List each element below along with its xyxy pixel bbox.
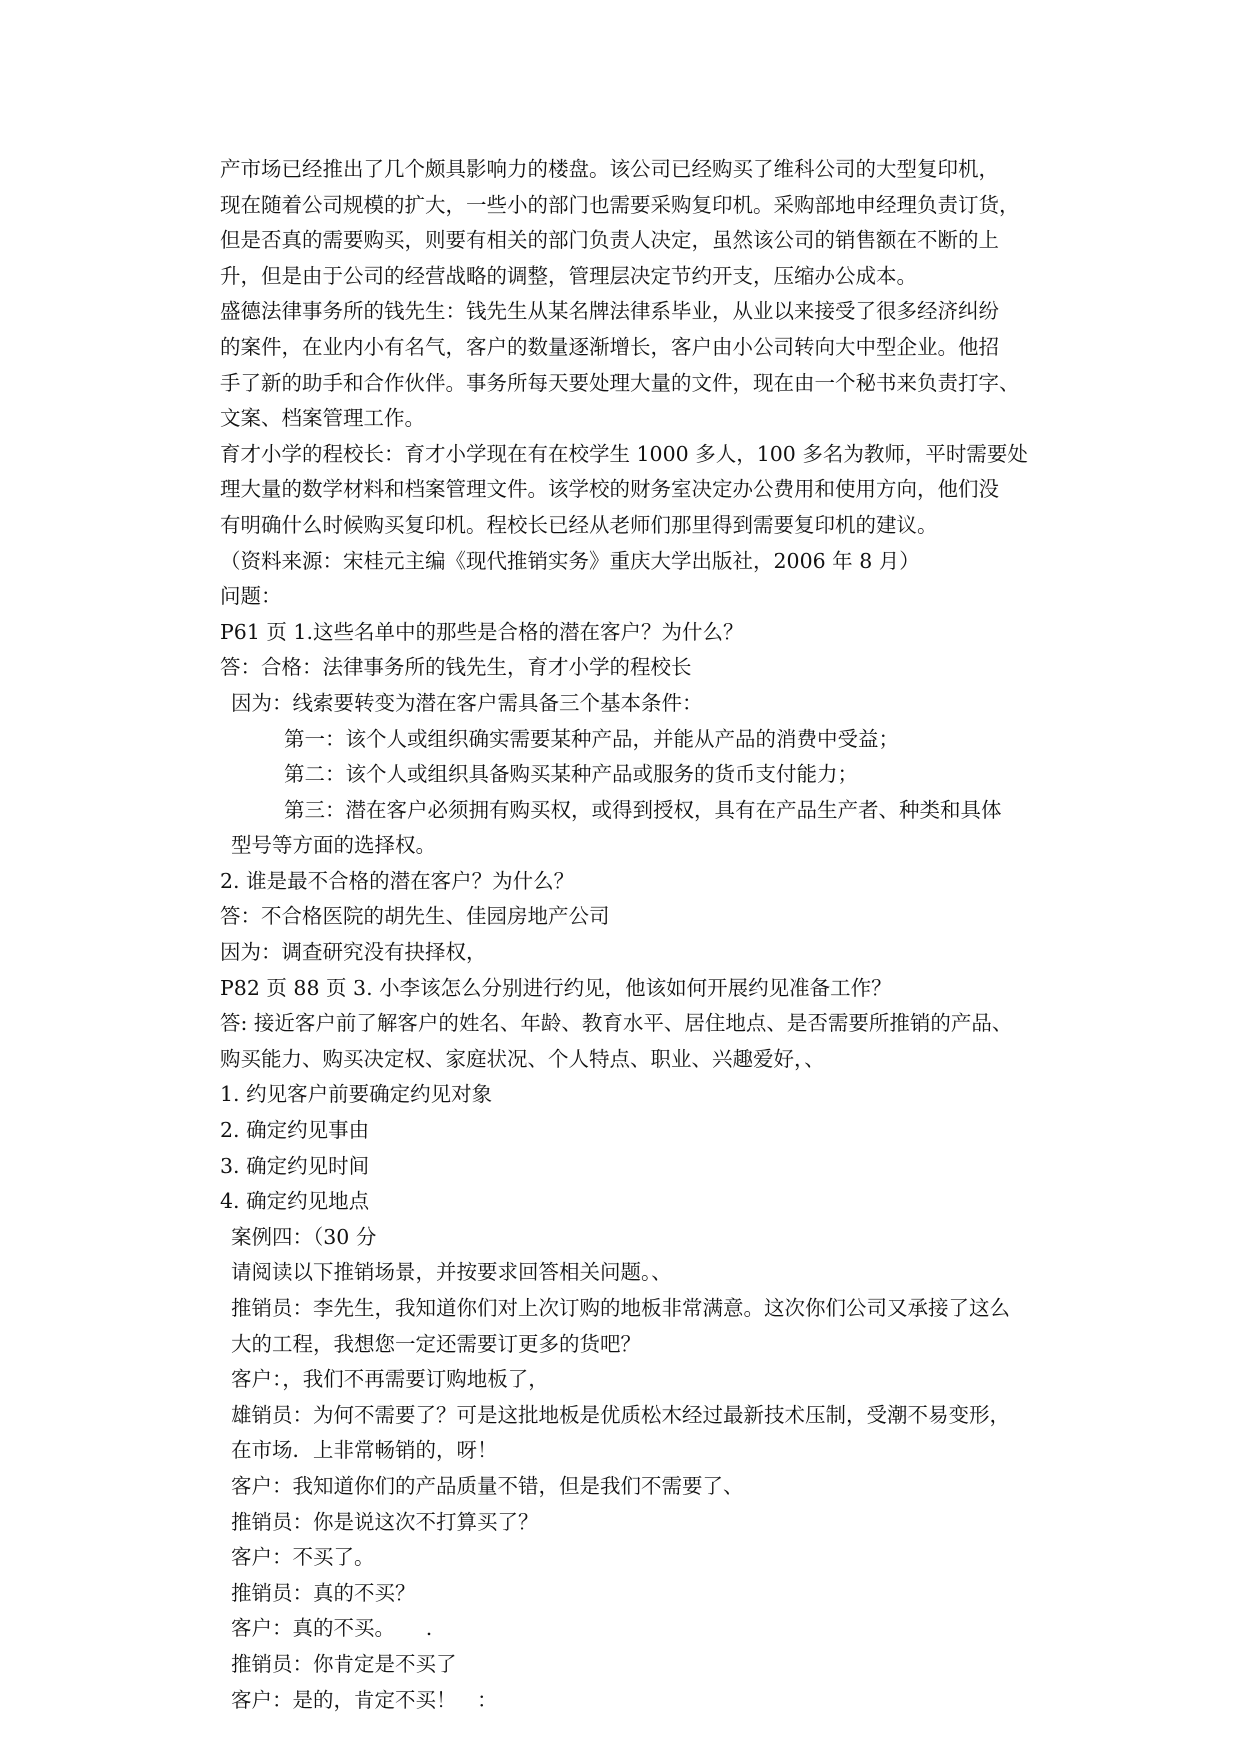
text-line: 客户：我知道你们的产品质量不错，但是我们不需要了、 bbox=[231, 1473, 744, 1498]
text-line: 雄销员：为何不需要了？可是这批地板是优质松木经过最新技术压制，受潮不易变形， bbox=[231, 1402, 1010, 1427]
text-line: 推销员：真的不买？ bbox=[231, 1580, 416, 1605]
document-body bbox=[220, 152, 1090, 1718]
text-line: 3. 确定约见时间 bbox=[220, 1153, 370, 1178]
text-line: P82 页 88 页 3. 小李该怎么分别进行约见，他该如何开展约见准备工作？ bbox=[220, 975, 892, 1000]
text-line: 推销员：你是说这次不打算买了？ bbox=[231, 1509, 539, 1534]
text-line: 2. 确定约见事由 bbox=[220, 1118, 370, 1143]
text-line: 客户：不买了。 bbox=[231, 1545, 375, 1570]
text-line: 答: 接近客户前了解客户的姓名、年龄、教育水平、居住地点、是否需要所推销的产品、 bbox=[220, 1011, 1013, 1036]
text-line: 文案、档案管理工作。 bbox=[220, 406, 425, 431]
text-line: 在市场．上非常畅销的，呀！ bbox=[231, 1438, 498, 1463]
text-line: 第三：潜在客户必须拥有购买权，或得到授权，具有在产品生产者、种类和具体 bbox=[284, 797, 1002, 822]
text-line: 推销员：你肯定是不买了 bbox=[231, 1651, 457, 1676]
text-line: 客户：，我们不再需要订购地板了， bbox=[231, 1367, 549, 1392]
text-line: 因为：线索要转变为潜在客户需具备三个基本条件： bbox=[231, 690, 703, 715]
text-line: 现在随着公司规模的扩大，一些小的部门也需要采购复印机。采购部地申经理负责订货， bbox=[220, 192, 1020, 217]
text-line: P61 页 1.这些名单中的那些是合格的潜在客户？为什么？ bbox=[220, 619, 744, 644]
text-line: 育才小学的程校长：育才小学现在有在校学生 1000 多人，100 多名为教师，平时需要处 bbox=[220, 441, 1028, 466]
text-line: 手了新的助手和合作伙伴。事务所每天要处理大量的文件，现在由一个秘书来负责打字、 bbox=[220, 370, 1020, 395]
text-line: 答：不合格医院的胡先生、佳园房地产公司 bbox=[220, 904, 610, 929]
text-line: 理大量的数学材料和档案管理文件。该学校的财务室决定办公费用和使用方向，他们没 bbox=[220, 477, 999, 502]
text-line: 产市场已经推出了几个颇具影响力的楼盘。该公司已经购买了维科公司的大型复印机， bbox=[220, 157, 999, 181]
text-line: 问题： bbox=[220, 584, 282, 609]
text-line: 答：合格：法律事务所的钱先生，育才小学的程校长 bbox=[220, 655, 692, 680]
text-line: 有明确什么时候购买复印机。程校长已经从老师们那里得到需要复印机的建议。 bbox=[220, 512, 938, 537]
text-line: 购买能力、购买决定权、家庭状况、个人特点、职业、兴趣爱好，、 bbox=[220, 1046, 825, 1071]
text-line: 第二：该个人或组织具备购买某种产品或服务的货币支付能力； bbox=[284, 762, 858, 787]
text-line: 客户：是的，肯定不买！ ： bbox=[231, 1687, 498, 1712]
text-line: 2. 谁是最不合格的潜在客户？为什么？ bbox=[220, 868, 575, 893]
text-line: （资料来源：宋桂元主编《现代推销实务》重庆大学出版社，2006 年 8 月） bbox=[220, 548, 920, 573]
text-line: 第一：该个人或组织确实需要某种产品，并能从产品的消费中受益； bbox=[284, 726, 899, 751]
text-line: 1. 约见客户前要确定约见对象 bbox=[220, 1082, 493, 1107]
text-line: 的案件，在业内小有名气，客户的数量逐渐增长，客户由小公司转向大中型企业。他招 bbox=[220, 334, 999, 359]
text-line: 客户：真的不买。 . bbox=[231, 1616, 433, 1641]
text-line: 但是否真的需要购买，则要有相关的部门负责人决定，虽然该公司的销售额在不断的上 bbox=[220, 228, 999, 253]
text-line: 大的工程，我想您一定还需要订更多的货吧？ bbox=[231, 1331, 641, 1356]
text-line: 型号等方面的选择权。 bbox=[231, 833, 436, 858]
text-line: 案例四：（30 分 bbox=[231, 1224, 377, 1249]
text-line: 升，但是由于公司的经营战略的调整，管理层决定节约开支，压缩办公成本。 bbox=[220, 263, 917, 288]
text-line: 盛德法律事务所的钱先生：钱先生从某名牌法律系毕业，从业以来接受了很多经济纠纷 bbox=[220, 299, 999, 324]
text-line: 4. 确定约见地点 bbox=[220, 1189, 370, 1214]
text-line: 因为：调查研究没有抉择权， bbox=[220, 940, 487, 965]
text-line: 请阅读以下推销场景，并按要求回答相关问题。、 bbox=[231, 1260, 672, 1285]
text-line: 推销员：李先生，我知道你们对上次订购的地板非常满意。这次你们公司又承接了这么 bbox=[231, 1296, 1010, 1320]
